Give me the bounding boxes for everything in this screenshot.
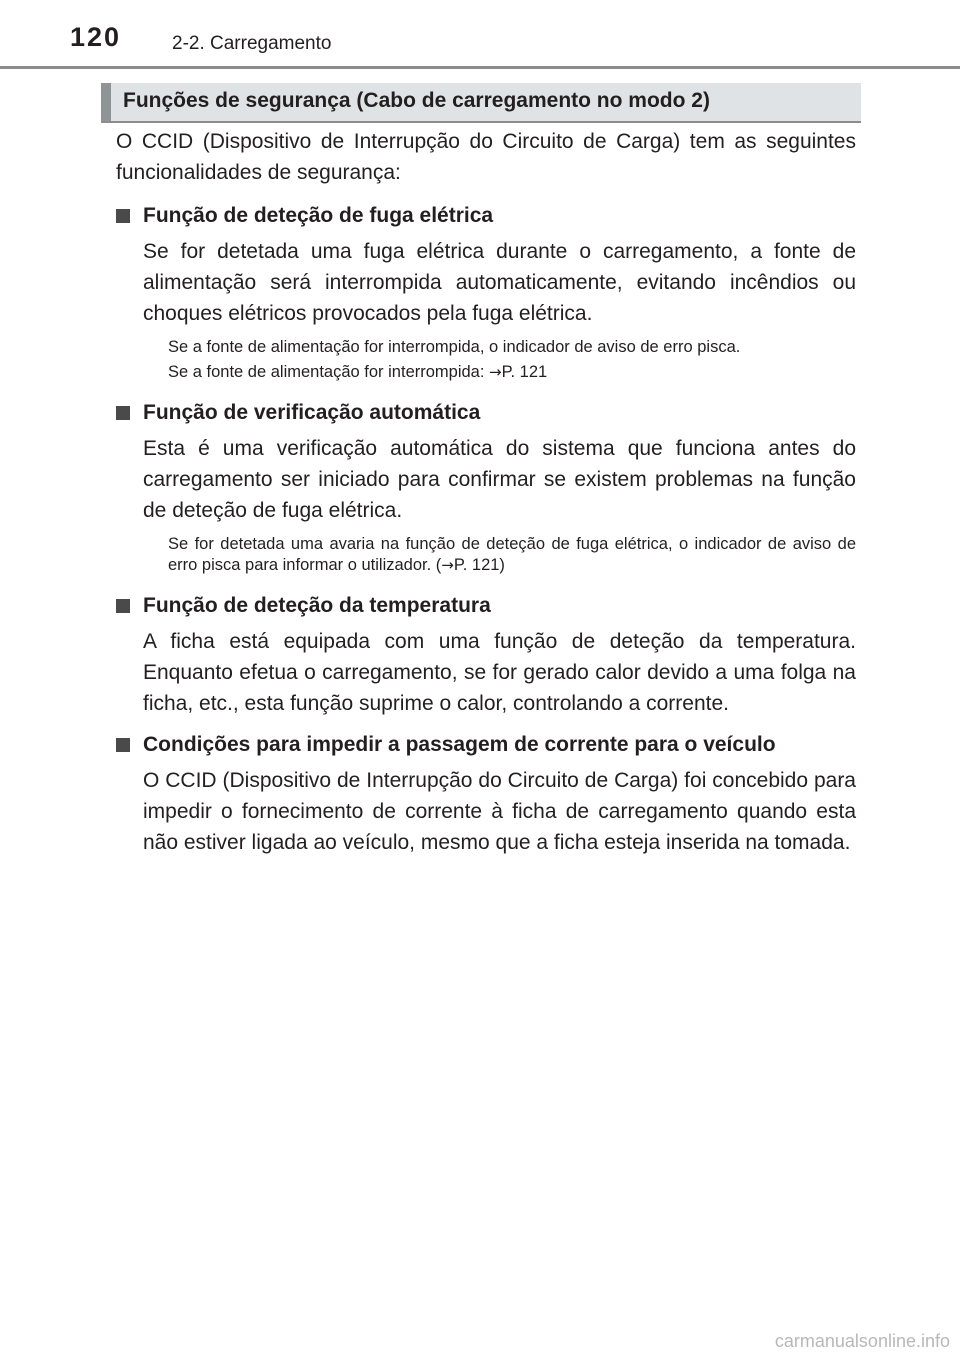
note-text: Se a fonte de alimentação for interrompida: (168, 363, 490, 381)
arrow-icon: → (489, 363, 502, 381)
page-reference-link[interactable]: P. 121 (501, 363, 548, 381)
item-note-reference (168, 362, 856, 383)
item-note: Se a fonte de alimentação for interrompida, o indicador de aviso de erro pisca. (168, 338, 741, 356)
item-temperature-detection (116, 590, 856, 719)
chapter-title: 2-2. Carregamento (172, 33, 332, 54)
header-divider (0, 66, 960, 69)
square-bullet-icon (116, 738, 130, 752)
square-bullet-icon (116, 209, 130, 223)
arrow-icon: → (441, 556, 454, 574)
subheading (116, 590, 856, 622)
item-body: Esta é uma verificação automática do sistema que funciona antes do carregamento ser iniciado para confirmar se existem problemas na função de deteção de fuga elétrica. (143, 437, 856, 522)
item-body: Se for detetada uma fuga elétrica durante o carregamento, a fonte de alimentação será interrompida automaticamente, evitando incêndios ou choques elétricos provocados pela fuga elétrica. (143, 240, 856, 325)
subheading-label: Condições para impedir a passagem de corrente para o veículo (143, 733, 776, 756)
content-body (116, 126, 856, 858)
section-divider (101, 121, 861, 123)
item-body: O CCID (Dispositivo de Interrupção do Circuito de Carga) foi concebido para impedir o fornecimento de corrente à ficha de carregamento quando esta não estiver ligada ao veículo, mesmo que a ficha esteja inserida na tomada. (143, 769, 856, 854)
item-leak-detection (116, 200, 856, 383)
section-title: Funções de segurança (Cabo de carregamento no modo 2) (123, 89, 710, 112)
subheading (116, 397, 856, 429)
subheading (116, 729, 856, 761)
subheading-label: Função de deteção da temperatura (143, 594, 491, 617)
page-reference-link[interactable]: P. 121) (453, 556, 505, 574)
note-text: Se for detetada uma avaria na função de deteção de fuga elétrica, o indicador de aviso de erro pisca para informar o utilizador. ( (168, 535, 856, 574)
page-number: 120 (70, 22, 122, 52)
section-header (101, 83, 861, 121)
subheading (116, 200, 856, 232)
item-note-reference (168, 534, 856, 576)
watermark: carmanualsonline.info (774, 1331, 950, 1351)
subheading-label: Função de deteção de fuga elétrica (143, 204, 494, 227)
item-current-prevention (116, 729, 856, 858)
intro-paragraph: O CCID (Dispositivo de Interrupção do Circuito de Carga) tem as seguintes funcionalidades de segurança: (116, 130, 856, 184)
subheading-label: Função de verificação automática (143, 401, 481, 424)
square-bullet-icon (116, 406, 130, 420)
square-bullet-icon (116, 599, 130, 613)
item-body: A ficha está equipada com uma função de deteção da temperatura. Enquanto efetua o carregamento, se for gerado calor devido a uma folga na ficha, etc., esta função suprime o calor, controlando a corrente. (143, 630, 856, 715)
item-auto-check (116, 397, 856, 576)
